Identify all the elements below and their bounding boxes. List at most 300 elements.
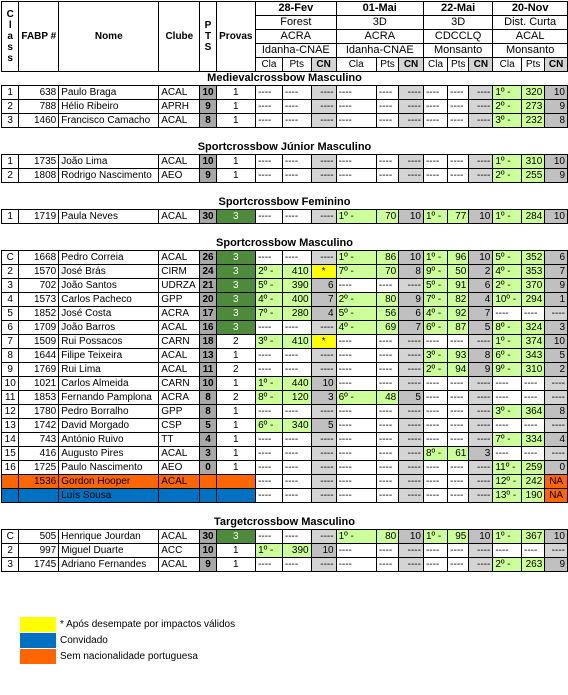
table-row [2, 447, 568, 461]
points-cell: ---- [376, 86, 398, 100]
fabp-header: FABP # [19, 2, 59, 72]
cn-cell: ---- [399, 461, 424, 475]
pts-sub-header: Pts [448, 58, 469, 72]
club-cell: CSP [159, 419, 200, 433]
cn-cell: 10 [469, 530, 493, 544]
class-cell: 2 [2, 544, 19, 558]
points-cell: ---- [376, 169, 398, 183]
cn-cell: ---- [399, 86, 424, 100]
points-cell: ---- [522, 377, 545, 391]
points-cell: ---- [522, 447, 545, 461]
points-cell: ---- [448, 155, 469, 169]
section-title: Sportcrossbow Masculino [216, 237, 353, 249]
cn-cell: ---- [469, 419, 493, 433]
class-cell: 9 [2, 363, 19, 377]
cla-cell: ---- [336, 544, 376, 558]
cn-cell: 5 [545, 349, 568, 363]
cn-cell: 5 [311, 419, 336, 433]
event-org: CDCCLQ [423, 30, 492, 44]
cn-cell: 10 [545, 155, 568, 169]
spacer-row [2, 503, 568, 517]
provas-cell: 3 [216, 321, 255, 335]
points-cell: ---- [282, 489, 311, 503]
class-cell: 2 [2, 100, 19, 114]
ranking-table [1, 1, 568, 572]
cn-cell: ---- [399, 363, 424, 377]
points-cell: 82 [448, 293, 469, 307]
cn-cell: ---- [311, 405, 336, 419]
name-cell: Filipe Teixeira [59, 349, 159, 363]
cla-cell: ---- [423, 433, 447, 447]
table-row [2, 558, 568, 572]
cn-cell: ---- [311, 433, 336, 447]
provas-cell: 2 [216, 363, 255, 377]
spacer-row [2, 224, 568, 238]
fabp-cell: 1719 [19, 210, 59, 224]
pts-sub-header: Pts [376, 58, 398, 72]
pts-cell: 8 [200, 405, 216, 419]
cla-cell: ---- [336, 335, 376, 349]
points-cell: 80 [376, 293, 398, 307]
points-cell: 255 [522, 169, 545, 183]
fabp-cell: 997 [19, 544, 59, 558]
table-row [2, 489, 568, 503]
cla-cell: ---- [256, 349, 283, 363]
cla-cell: 1º - [256, 544, 283, 558]
points-cell: 80 [376, 530, 398, 544]
table-row [2, 461, 568, 475]
class-cell: C [2, 530, 19, 544]
cla-cell: 7º - [256, 307, 283, 321]
pts-cell: 18 [200, 335, 216, 349]
points-cell: 94 [448, 363, 469, 377]
cn-cell: 8 [545, 114, 568, 128]
cla-cell: ---- [256, 489, 283, 503]
legend-swatch [20, 649, 56, 664]
club-cell: ACAL [159, 155, 200, 169]
cn-cell: ---- [311, 210, 336, 224]
cn-cell: 6 [399, 307, 424, 321]
cla-cell: 3º - [493, 405, 522, 419]
name-cell: Pedro Borralho [59, 405, 159, 419]
cla-cell: ---- [256, 447, 283, 461]
pts-cell: 11 [200, 363, 216, 377]
fabp-cell: 1725 [19, 461, 59, 475]
points-cell: 334 [522, 433, 545, 447]
cla-cell: ---- [336, 363, 376, 377]
table-row [2, 251, 568, 265]
cla-cell: ---- [256, 321, 283, 335]
legend-item [20, 616, 235, 632]
points-cell: ---- [282, 155, 311, 169]
cla-cell: ---- [336, 447, 376, 461]
cn-cell: 4 [469, 293, 493, 307]
cla-cell: 6º - [423, 321, 447, 335]
cn-cell: 1 [545, 293, 568, 307]
points-cell: ---- [376, 405, 398, 419]
class-cell [2, 489, 19, 503]
table-row [2, 335, 568, 349]
fabp-cell: 1853 [19, 391, 59, 405]
fabp-cell [19, 489, 59, 503]
cla-cell: ---- [493, 391, 522, 405]
cla-cell: ---- [336, 419, 376, 433]
club-cell: ACRA [159, 391, 200, 405]
name-cell: Fernando Pamplona [59, 391, 159, 405]
cn-cell: ---- [399, 475, 424, 489]
points-cell: ---- [282, 558, 311, 572]
class-cell: 2 [2, 169, 19, 183]
legend-text: Sem nacionalidade portuguesa [60, 650, 198, 662]
class-cell: 1 [2, 210, 19, 224]
cla-cell: ---- [336, 558, 376, 572]
table-row [2, 114, 568, 128]
table-row [2, 321, 568, 335]
provas-cell: 1 [216, 169, 255, 183]
cn-cell: ---- [311, 558, 336, 572]
provas-cell: 2 [216, 335, 255, 349]
spacer [2, 503, 568, 517]
points-cell: ---- [448, 86, 469, 100]
cla-header: Cla [493, 58, 522, 72]
fabp-cell: 1021 [19, 377, 59, 391]
pts-sub-header: Pts [282, 58, 311, 72]
cn-cell: ---- [545, 307, 568, 321]
name-cell: Paulo Nascimento [59, 461, 159, 475]
provas-cell: 1 [216, 114, 255, 128]
points-cell: 95 [448, 530, 469, 544]
cn-cell: ---- [545, 544, 568, 558]
legend [20, 616, 235, 664]
cla-cell: ---- [493, 544, 522, 558]
cla-header: Cla [336, 58, 376, 72]
cla-cell: ---- [423, 489, 447, 503]
points-cell: 50 [448, 265, 469, 279]
points-cell: ---- [376, 461, 398, 475]
cla-cell: ---- [256, 530, 283, 544]
cn-cell: 3 [311, 391, 336, 405]
cla-cell: ---- [336, 155, 376, 169]
cla-cell: 6º - [256, 419, 283, 433]
pts-cell [200, 475, 216, 489]
cn-cell: 9 [399, 293, 424, 307]
legend-item [20, 632, 235, 648]
provas-cell: 1 [216, 447, 255, 461]
cn-cell: 0 [545, 461, 568, 475]
points-cell: 400 [282, 293, 311, 307]
cn-cell: ---- [399, 349, 424, 363]
cn-cell: ---- [311, 155, 336, 169]
provas-cell: 1 [216, 349, 255, 363]
provas-cell: 1 [216, 461, 255, 475]
cla-header: Cla [256, 58, 283, 72]
cla-cell: 1º - [423, 530, 447, 544]
cla-cell: 2º - [493, 279, 522, 293]
points-cell: ---- [448, 433, 469, 447]
event-org: ACRA [256, 30, 337, 44]
cla-cell: ---- [493, 447, 522, 461]
points-cell: 232 [522, 114, 545, 128]
points-cell: 69 [376, 321, 398, 335]
cla-cell: ---- [256, 155, 283, 169]
pts-header-letter: P [204, 20, 212, 31]
club-cell: UDRZA [159, 279, 200, 293]
cn-cell: ---- [399, 377, 424, 391]
club-cell: ACAL [159, 251, 200, 265]
club-header: Clube [159, 2, 200, 72]
cla-cell: ---- [423, 86, 447, 100]
cn-cell: ---- [469, 489, 493, 503]
points-cell: ---- [376, 377, 398, 391]
cla-cell: ---- [256, 114, 283, 128]
cla-cell: ---- [336, 86, 376, 100]
fabp-cell: 1852 [19, 307, 59, 321]
cla-cell: ---- [256, 363, 283, 377]
points-cell: 340 [282, 419, 311, 433]
section-title: Targetcrossbow Masculino [214, 516, 355, 528]
points-cell: ---- [282, 475, 311, 489]
cla-cell: 3º - [493, 114, 522, 128]
spacer [2, 128, 568, 142]
cn-cell: 10 [545, 86, 568, 100]
cn-cell: ---- [469, 100, 493, 114]
event-org: ACRA [336, 30, 423, 44]
name-cell: Paulo Braga [59, 86, 159, 100]
provas-cell: 3 [216, 210, 255, 224]
name-header: Nome [59, 2, 159, 72]
points-cell: ---- [282, 321, 311, 335]
points-cell: ---- [448, 475, 469, 489]
cla-cell: 2º - [493, 169, 522, 183]
cla-cell: ---- [256, 558, 283, 572]
class-header-letter: C [6, 9, 14, 20]
points-cell: ---- [376, 363, 398, 377]
club-cell: ACC [159, 544, 200, 558]
class-cell: 10 [2, 377, 19, 391]
cla-cell: ---- [336, 461, 376, 475]
points-cell: 56 [376, 307, 398, 321]
cn-cell: ---- [311, 100, 336, 114]
class-cell: 16 [2, 461, 19, 475]
points-cell: ---- [376, 419, 398, 433]
cla-cell: ---- [256, 169, 283, 183]
cn-cell: ---- [311, 349, 336, 363]
points-cell: 410 [282, 265, 311, 279]
points-cell: ---- [448, 391, 469, 405]
cn-cell: ---- [469, 169, 493, 183]
pts-cell: 9 [200, 169, 216, 183]
points-cell: 320 [522, 86, 545, 100]
points-cell: ---- [282, 251, 311, 265]
event-type: 3D [336, 16, 423, 30]
points-cell: 96 [448, 251, 469, 265]
class-cell: 8 [2, 349, 19, 363]
cn-cell: ---- [545, 419, 568, 433]
section-title-row [2, 196, 568, 210]
cn-cell: 6 [311, 279, 336, 293]
cla-cell: ---- [256, 461, 283, 475]
points-cell: 390 [282, 279, 311, 293]
cla-cell: 7º - [423, 293, 447, 307]
cla-cell: 4º - [423, 307, 447, 321]
event-date: 01-Mai [336, 2, 423, 16]
cn-cell: 3 [545, 321, 568, 335]
cn-cell: ---- [469, 391, 493, 405]
class-cell: 1 [2, 86, 19, 100]
cn-cell: ---- [311, 114, 336, 128]
name-cell: João Santos [59, 279, 159, 293]
provas-cell: 1 [216, 433, 255, 447]
cla-cell: 5º - [336, 307, 376, 321]
section-title: Medievalcrossbow Masculino [207, 72, 362, 84]
cla-cell: ---- [423, 377, 447, 391]
class-header-letter: s [7, 53, 13, 64]
points-cell: ---- [282, 114, 311, 128]
cn-cell: 10 [399, 210, 424, 224]
name-cell: Carlos Pacheco [59, 293, 159, 307]
fabp-cell: 416 [19, 447, 59, 461]
cn-cell: ---- [399, 169, 424, 183]
cla-cell: ---- [336, 377, 376, 391]
provas-cell: 1 [216, 558, 255, 572]
club-cell: ACAL [159, 447, 200, 461]
pts-cell: 4 [200, 433, 216, 447]
cla-cell: ---- [493, 377, 522, 391]
class-cell: 12 [2, 405, 19, 419]
cn-cell: 10 [545, 530, 568, 544]
cn-cell: 3 [469, 447, 493, 461]
points-cell: ---- [376, 114, 398, 128]
points-cell: ---- [282, 349, 311, 363]
spacer [2, 224, 568, 238]
legend-text: Convidado [60, 634, 108, 646]
event-type: 3D [423, 16, 492, 30]
pts-cell: 8 [200, 391, 216, 405]
pts-cell: 9 [200, 100, 216, 114]
name-cell: Francisco Camacho [59, 114, 159, 128]
provas-cell: 3 [216, 251, 255, 265]
cn-header: CN [399, 58, 424, 72]
class-header-letter: a [7, 31, 13, 42]
cla-cell: ---- [423, 114, 447, 128]
provas-cell: 1 [216, 405, 255, 419]
cla-cell: 3º - [256, 335, 283, 349]
provas-cell: 1 [216, 419, 255, 433]
section-title-row [2, 72, 568, 86]
points-cell: ---- [522, 307, 545, 321]
fabp-cell: 743 [19, 433, 59, 447]
cla-header: Cla [423, 58, 447, 72]
cn-cell: ---- [469, 86, 493, 100]
points-cell: 70 [376, 210, 398, 224]
table-row [2, 155, 568, 169]
points-cell: 92 [448, 307, 469, 321]
cla-cell: 2º - [336, 293, 376, 307]
legend-item [20, 648, 235, 664]
event-org: ACAL [493, 30, 568, 44]
section-title-row [2, 237, 568, 251]
name-cell: João Barros [59, 321, 159, 335]
cla-cell: 2º - [493, 100, 522, 114]
cn-cell: ---- [399, 335, 424, 349]
cn-cell: ---- [469, 433, 493, 447]
points-cell: ---- [448, 489, 469, 503]
points-cell: ---- [376, 155, 398, 169]
cla-cell: ---- [493, 419, 522, 433]
tiebreak-star: * [311, 335, 336, 349]
cla-cell: 4º - [256, 293, 283, 307]
points-cell: 70 [376, 265, 398, 279]
cla-cell: ---- [256, 251, 283, 265]
points-cell: 87 [448, 321, 469, 335]
points-cell: ---- [448, 419, 469, 433]
cn-cell: ---- [311, 447, 336, 461]
table-row [2, 391, 568, 405]
table-row [2, 100, 568, 114]
fabp-cell: 1709 [19, 321, 59, 335]
provas-cell: 3 [216, 265, 255, 279]
cla-cell: 8º - [423, 447, 447, 461]
points-cell: 324 [522, 321, 545, 335]
fabp-cell: 1644 [19, 349, 59, 363]
provas-cell: 3 [216, 293, 255, 307]
cla-cell: 1º - [336, 210, 376, 224]
provas-cell: 1 [216, 155, 255, 169]
cla-cell: 10º - [493, 293, 522, 307]
points-cell: 364 [522, 405, 545, 419]
points-cell: ---- [282, 433, 311, 447]
name-cell: Adriano Fernandes [59, 558, 159, 572]
class-cell: 13 [2, 419, 19, 433]
pts-cell: 17 [200, 307, 216, 321]
cn-cell: ---- [399, 447, 424, 461]
points-cell: 77 [448, 210, 469, 224]
provas-cell: 1 [216, 544, 255, 558]
cla-cell: ---- [336, 114, 376, 128]
fabp-cell: 1570 [19, 265, 59, 279]
cla-cell: ---- [256, 100, 283, 114]
points-cell: ---- [376, 335, 398, 349]
cla-cell: ---- [336, 475, 376, 489]
cn-cell: 7 [399, 321, 424, 335]
cla-cell: 9º - [423, 265, 447, 279]
pts-cell: 20 [200, 293, 216, 307]
event-loc: Idanha-CNAE [336, 44, 423, 58]
cla-cell: 1º - [423, 251, 447, 265]
points-cell: ---- [376, 475, 398, 489]
table-row [2, 475, 568, 489]
class-cell: 6 [2, 321, 19, 335]
class-cell: 4 [2, 293, 19, 307]
points-cell: 367 [522, 530, 545, 544]
points-cell: 263 [522, 558, 545, 572]
cla-cell: ---- [493, 307, 522, 321]
fabp-cell: 1769 [19, 363, 59, 377]
pts-header-letter: T [204, 31, 212, 42]
club-cell: ACAL [159, 114, 200, 128]
cla-cell: ---- [423, 335, 447, 349]
pts-header-letter: S [204, 42, 212, 53]
cla-cell: ---- [423, 544, 447, 558]
cla-cell: 1º - [423, 210, 447, 224]
cn-cell: ---- [399, 114, 424, 128]
cn-cell: 9 [545, 558, 568, 572]
cn-cell: 5 [469, 321, 493, 335]
class-cell: 3 [2, 114, 19, 128]
cla-cell: 1º - [493, 530, 522, 544]
cn-cell: ---- [311, 475, 336, 489]
cla-cell: 7º - [336, 265, 376, 279]
